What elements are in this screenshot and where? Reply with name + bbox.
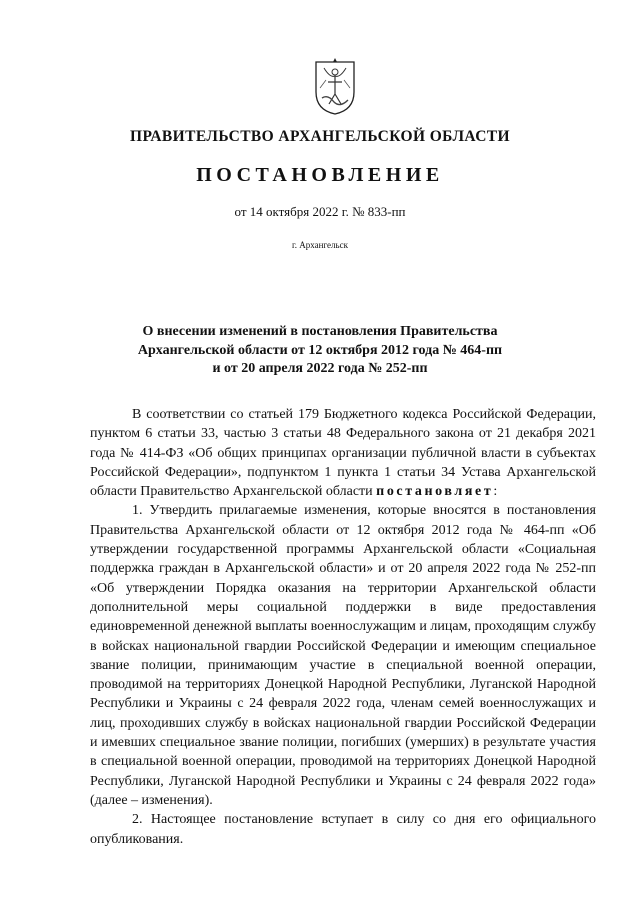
preamble-text: В соответствии со статьей 179 Бюджетного кодекса Российской Федерации, пунктом 6 статьи 33, частью 3 статьи 48 Федерального закона от 21 декабря 2021 года № 414-ФЗ «Об общих принципах организации публичной власти в субъектах Российской Федерации», подпунктом 1 пункта 1 статьи 34 Устава Архангельской области Правительство Архангельской области bbox=[90, 407, 596, 500]
preamble-paragraph bbox=[90, 405, 596, 501]
item-2-paragraph: 2. Настоящее постановление вступает в силу со дня его официального опубликования. bbox=[90, 812, 596, 847]
document-body bbox=[90, 405, 596, 849]
item-1-paragraph: 1. Утвердить прилагаемые изменения, которые вносятся в постановления Правительства Архангельской области от 12 октября 2012 года № 464-пп «Об утверждении государственной программы Архангельской области «Социальная поддержка граждан в Архангельской области» и от 20 апреля 2022 года № 252-пп «Об утверждении Порядка оказания на территории Архангельской области дополнительной меры социальной поддержки в виде предоставления единовременной денежной выплаты военнослужащим и лицам, проходящим службу в войсках национальной гвардии Российской Федерации и имеющим специальное звание полиции, принимающим участие в специальной военной операции, проводимой на территориях Донецкой Народной Республики, Луганской Народной Республики и Украины с 24 февраля 2022 года, членам семей военнослужащих и лиц, проходивших службу в войсках национальной гвардии Российской Федерации и имевших специальное звание полиции, погибших (умерших) в результате участия в специальной военной операции, проводимой на территориях Донецкой Народной Республики, Луганской Народной Республики и Украины с 24 февраля 2022 года» (далее – изменения). bbox=[90, 503, 596, 808]
decree-word: постановляет bbox=[376, 484, 494, 500]
document-date-number: от 14 октября 2022 г. № 833-пп bbox=[234, 204, 406, 219]
document-city: г. Архангельск bbox=[292, 240, 348, 250]
subject-line: и от 20 апреля 2022 года № 252-пп bbox=[212, 361, 428, 376]
decree-colon: : bbox=[493, 484, 498, 500]
coat-of-arms-icon bbox=[314, 58, 356, 116]
document-subject bbox=[100, 323, 540, 379]
government-title: ПРАВИТЕЛЬСТВО АРХАНГЕЛЬСКОЙ ОБЛАСТИ bbox=[129, 128, 510, 145]
subject-line: О внесении изменений в постановления Правительства bbox=[142, 324, 498, 339]
document-type-title: ПОСТАНОВЛЕНИЕ bbox=[196, 164, 444, 186]
subject-line: Архангельской области от 12 октября 2012 года № 464-пп bbox=[137, 342, 503, 358]
